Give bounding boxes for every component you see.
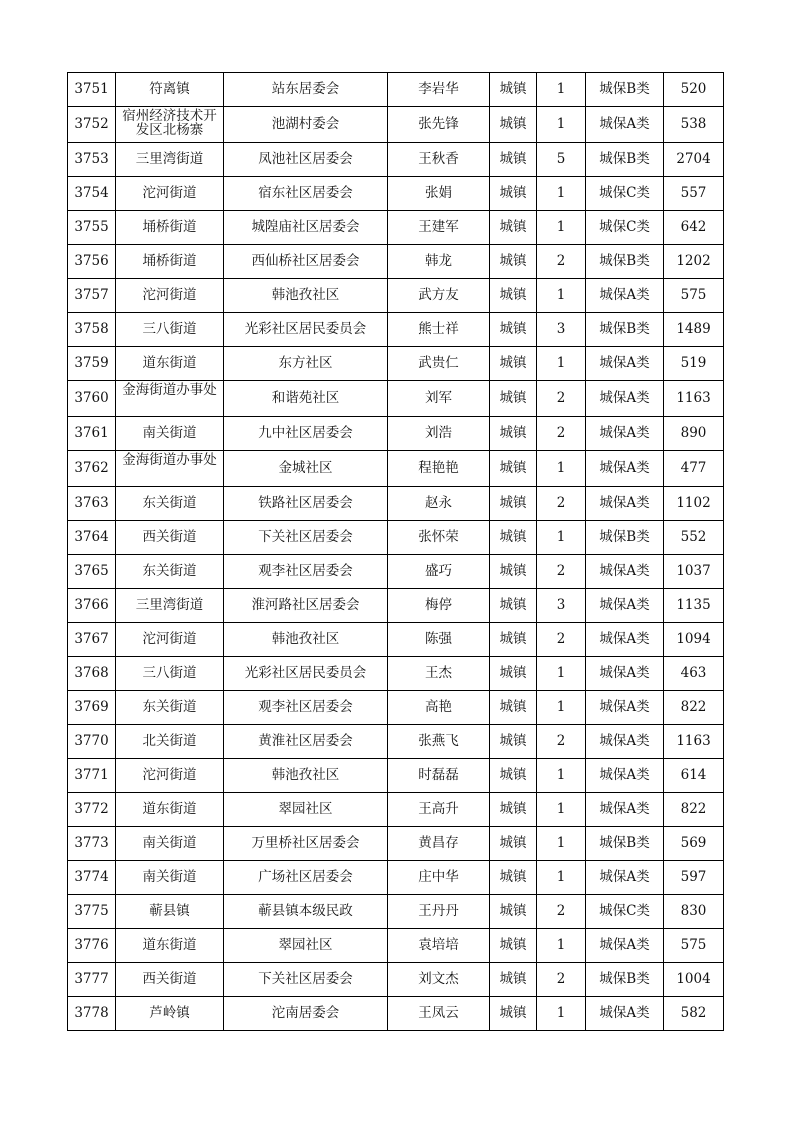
community-cell: 淮河路社区居委会	[224, 589, 388, 623]
category-cell: 城保A类	[586, 725, 664, 759]
community-cell: 光彩社区居民委员会	[224, 313, 388, 347]
serial-cell: 3751	[68, 73, 116, 107]
household-size-cell: 1	[537, 177, 586, 211]
household-size-cell: 2	[537, 417, 586, 451]
name-cell: 黄昌存	[388, 827, 490, 861]
area-type-cell: 城镇	[490, 827, 537, 861]
street-cell: 三里湾街道	[116, 589, 224, 623]
table-row	[68, 691, 724, 725]
community-cell: 广场社区居委会	[224, 861, 388, 895]
amount-cell: 1102	[664, 487, 724, 521]
street-cell: 南关街道	[116, 827, 224, 861]
table-row	[68, 963, 724, 997]
community-cell: 万里桥社区居委会	[224, 827, 388, 861]
street-cell: 沱河街道	[116, 279, 224, 313]
street-cell: 三八街道	[116, 657, 224, 691]
name-cell: 武贵仁	[388, 347, 490, 381]
name-cell: 王杰	[388, 657, 490, 691]
amount-cell: 830	[664, 895, 724, 929]
amount-cell: 614	[664, 759, 724, 793]
amount-cell: 569	[664, 827, 724, 861]
community-cell: 和谐苑社区	[224, 381, 388, 417]
name-cell: 程艳艳	[388, 451, 490, 487]
name-cell: 梅停	[388, 589, 490, 623]
household-size-cell: 2	[537, 381, 586, 417]
area-type-cell: 城镇	[490, 107, 537, 143]
serial-cell: 3760	[68, 381, 116, 417]
name-cell: 张娟	[388, 177, 490, 211]
serial-cell: 3776	[68, 929, 116, 963]
street-cell: 道东街道	[116, 347, 224, 381]
community-cell: 沱南居委会	[224, 997, 388, 1031]
serial-cell: 3772	[68, 793, 116, 827]
household-size-cell: 2	[537, 555, 586, 589]
category-cell: 城保B类	[586, 827, 664, 861]
serial-cell: 3752	[68, 107, 116, 143]
community-cell: 韩池孜社区	[224, 279, 388, 313]
category-cell: 城保A类	[586, 861, 664, 895]
table-row	[68, 895, 724, 929]
table-row	[68, 521, 724, 555]
table-row	[68, 589, 724, 623]
amount-cell: 552	[664, 521, 724, 555]
table-row	[68, 417, 724, 451]
name-cell: 韩龙	[388, 245, 490, 279]
area-type-cell: 城镇	[490, 177, 537, 211]
community-cell: 池湖村委会	[224, 107, 388, 143]
name-cell: 时磊磊	[388, 759, 490, 793]
category-cell: 城保B类	[586, 313, 664, 347]
category-cell: 城保B类	[586, 963, 664, 997]
table-row	[68, 177, 724, 211]
name-cell: 王建军	[388, 211, 490, 245]
serial-cell: 3769	[68, 691, 116, 725]
table-row	[68, 623, 724, 657]
community-cell: 韩池孜社区	[224, 759, 388, 793]
area-type-cell: 城镇	[490, 589, 537, 623]
category-cell: 城保A类	[586, 107, 664, 143]
area-type-cell: 城镇	[490, 963, 537, 997]
serial-cell: 3766	[68, 589, 116, 623]
household-size-cell: 3	[537, 313, 586, 347]
community-cell: 九中社区居委会	[224, 417, 388, 451]
table-row	[68, 143, 724, 177]
household-size-cell: 2	[537, 487, 586, 521]
category-cell: 城保A类	[586, 691, 664, 725]
category-cell: 城保B类	[586, 73, 664, 107]
household-size-cell: 1	[537, 793, 586, 827]
community-cell: 韩池孜社区	[224, 623, 388, 657]
serial-cell: 3756	[68, 245, 116, 279]
area-type-cell: 城镇	[490, 487, 537, 521]
area-type-cell: 城镇	[490, 793, 537, 827]
community-cell: 翠园社区	[224, 929, 388, 963]
serial-cell: 3757	[68, 279, 116, 313]
name-cell: 赵永	[388, 487, 490, 521]
community-cell: 宿东社区居委会	[224, 177, 388, 211]
community-cell: 凤池社区居委会	[224, 143, 388, 177]
amount-cell: 597	[664, 861, 724, 895]
serial-cell: 3767	[68, 623, 116, 657]
name-cell: 王凤云	[388, 997, 490, 1031]
table-row	[68, 107, 724, 143]
area-type-cell: 城镇	[490, 143, 537, 177]
amount-cell: 1163	[664, 381, 724, 417]
amount-cell: 1037	[664, 555, 724, 589]
amount-cell: 538	[664, 107, 724, 143]
street-cell: 三里湾街道	[116, 143, 224, 177]
name-cell: 刘军	[388, 381, 490, 417]
community-cell: 黄淮社区居委会	[224, 725, 388, 759]
table-row	[68, 657, 724, 691]
serial-cell: 3765	[68, 555, 116, 589]
area-type-cell: 城镇	[490, 929, 537, 963]
category-cell: 城保A类	[586, 997, 664, 1031]
amount-cell: 642	[664, 211, 724, 245]
amount-cell: 557	[664, 177, 724, 211]
table-row	[68, 861, 724, 895]
serial-cell: 3759	[68, 347, 116, 381]
street-cell: 沱河街道	[116, 177, 224, 211]
name-cell: 高艳	[388, 691, 490, 725]
serial-cell: 3764	[68, 521, 116, 555]
category-cell: 城保A类	[586, 793, 664, 827]
amount-cell: 1094	[664, 623, 724, 657]
serial-cell: 3761	[68, 417, 116, 451]
category-cell: 城保A类	[586, 555, 664, 589]
amount-cell: 1489	[664, 313, 724, 347]
community-cell: 站东居委会	[224, 73, 388, 107]
name-cell: 武方友	[388, 279, 490, 313]
area-type-cell: 城镇	[490, 313, 537, 347]
serial-cell: 3758	[68, 313, 116, 347]
name-cell: 王秋香	[388, 143, 490, 177]
household-size-cell: 3	[537, 589, 586, 623]
household-size-cell: 2	[537, 725, 586, 759]
area-type-cell: 城镇	[490, 245, 537, 279]
community-cell: 下关社区居委会	[224, 521, 388, 555]
area-type-cell: 城镇	[490, 759, 537, 793]
category-cell: 城保A类	[586, 759, 664, 793]
serial-cell: 3768	[68, 657, 116, 691]
household-size-cell: 1	[537, 347, 586, 381]
street-cell: 南关街道	[116, 861, 224, 895]
table-row	[68, 929, 724, 963]
serial-cell: 3762	[68, 451, 116, 487]
table-row	[68, 451, 724, 487]
amount-cell: 463	[664, 657, 724, 691]
amount-cell: 822	[664, 793, 724, 827]
community-cell: 东方社区	[224, 347, 388, 381]
serial-cell: 3754	[68, 177, 116, 211]
name-cell: 李岩华	[388, 73, 490, 107]
community-cell: 翠园社区	[224, 793, 388, 827]
name-cell: 张燕飞	[388, 725, 490, 759]
amount-cell: 519	[664, 347, 724, 381]
community-cell: 观李社区居委会	[224, 555, 388, 589]
category-cell: 城保A类	[586, 929, 664, 963]
serial-cell: 3771	[68, 759, 116, 793]
table-row	[68, 759, 724, 793]
household-size-cell: 1	[537, 827, 586, 861]
category-cell: 城保C类	[586, 211, 664, 245]
category-cell: 城保A类	[586, 417, 664, 451]
household-size-cell: 1	[537, 107, 586, 143]
area-type-cell: 城镇	[490, 555, 537, 589]
table-row	[68, 279, 724, 313]
street-cell: 金海街道办事处	[116, 451, 224, 487]
table-row	[68, 211, 724, 245]
table-row	[68, 555, 724, 589]
area-type-cell: 城镇	[490, 725, 537, 759]
street-cell: 金海街道办事处	[116, 381, 224, 417]
area-type-cell: 城镇	[490, 895, 537, 929]
table-row	[68, 997, 724, 1031]
household-size-cell: 1	[537, 997, 586, 1031]
area-type-cell: 城镇	[490, 521, 537, 555]
name-cell: 王丹丹	[388, 895, 490, 929]
street-cell: 宿州经济技术开发区北杨寨	[116, 107, 224, 143]
table-row	[68, 725, 724, 759]
household-size-cell: 2	[537, 245, 586, 279]
household-size-cell: 2	[537, 895, 586, 929]
area-type-cell: 城镇	[490, 451, 537, 487]
name-cell: 王高升	[388, 793, 490, 827]
table-row	[68, 487, 724, 521]
area-type-cell: 城镇	[490, 861, 537, 895]
name-cell: 盛巧	[388, 555, 490, 589]
area-type-cell: 城镇	[490, 279, 537, 313]
amount-cell: 2704	[664, 143, 724, 177]
street-cell: 埇桥街道	[116, 245, 224, 279]
street-cell: 西关街道	[116, 963, 224, 997]
household-size-cell: 1	[537, 279, 586, 313]
area-type-cell: 城镇	[490, 657, 537, 691]
amount-cell: 890	[664, 417, 724, 451]
serial-cell: 3774	[68, 861, 116, 895]
table-row	[68, 793, 724, 827]
name-cell: 熊士祥	[388, 313, 490, 347]
street-cell: 蕲县镇	[116, 895, 224, 929]
serial-cell: 3775	[68, 895, 116, 929]
name-cell: 张怀荣	[388, 521, 490, 555]
roster-body	[68, 73, 724, 1031]
amount-cell: 1163	[664, 725, 724, 759]
street-cell: 东关街道	[116, 691, 224, 725]
category-cell: 城保A类	[586, 347, 664, 381]
street-cell: 符离镇	[116, 73, 224, 107]
roster-table	[67, 72, 724, 1031]
street-cell: 东关街道	[116, 487, 224, 521]
serial-cell: 3777	[68, 963, 116, 997]
household-size-cell: 5	[537, 143, 586, 177]
street-cell: 西关街道	[116, 521, 224, 555]
table-row	[68, 245, 724, 279]
area-type-cell: 城镇	[490, 623, 537, 657]
serial-cell: 3753	[68, 143, 116, 177]
street-cell: 沱河街道	[116, 623, 224, 657]
category-cell: 城保B类	[586, 521, 664, 555]
category-cell: 城保A类	[586, 589, 664, 623]
name-cell: 袁培培	[388, 929, 490, 963]
table-row	[68, 313, 724, 347]
amount-cell: 1202	[664, 245, 724, 279]
community-cell: 蕲县镇本级民政	[224, 895, 388, 929]
category-cell: 城保A类	[586, 279, 664, 313]
amount-cell: 822	[664, 691, 724, 725]
name-cell: 刘文杰	[388, 963, 490, 997]
area-type-cell: 城镇	[490, 73, 537, 107]
category-cell: 城保B类	[586, 245, 664, 279]
category-cell: 城保A类	[586, 381, 664, 417]
household-size-cell: 1	[537, 759, 586, 793]
area-type-cell: 城镇	[490, 381, 537, 417]
serial-cell: 3778	[68, 997, 116, 1031]
street-cell: 南关街道	[116, 417, 224, 451]
community-cell: 观李社区居委会	[224, 691, 388, 725]
household-size-cell: 1	[537, 929, 586, 963]
table-row	[68, 73, 724, 107]
street-cell: 芦岭镇	[116, 997, 224, 1031]
category-cell: 城保A类	[586, 657, 664, 691]
amount-cell: 1004	[664, 963, 724, 997]
amount-cell: 1135	[664, 589, 724, 623]
community-cell: 西仙桥社区居委会	[224, 245, 388, 279]
name-cell: 刘浩	[388, 417, 490, 451]
household-size-cell: 1	[537, 861, 586, 895]
household-size-cell: 1	[537, 691, 586, 725]
name-cell: 庄中华	[388, 861, 490, 895]
street-cell: 埇桥街道	[116, 211, 224, 245]
amount-cell: 520	[664, 73, 724, 107]
category-cell: 城保C类	[586, 895, 664, 929]
community-cell: 金城社区	[224, 451, 388, 487]
category-cell: 城保A类	[586, 623, 664, 657]
household-size-cell: 1	[537, 73, 586, 107]
street-cell: 沱河街道	[116, 759, 224, 793]
street-cell: 道东街道	[116, 929, 224, 963]
serial-cell: 3755	[68, 211, 116, 245]
category-cell: 城保B类	[586, 143, 664, 177]
category-cell: 城保A类	[586, 451, 664, 487]
area-type-cell: 城镇	[490, 417, 537, 451]
table-row	[68, 381, 724, 417]
area-type-cell: 城镇	[490, 347, 537, 381]
community-cell: 光彩社区居民委员会	[224, 657, 388, 691]
serial-cell: 3763	[68, 487, 116, 521]
household-size-cell: 1	[537, 657, 586, 691]
household-size-cell: 2	[537, 963, 586, 997]
amount-cell: 477	[664, 451, 724, 487]
household-size-cell: 1	[537, 211, 586, 245]
amount-cell: 582	[664, 997, 724, 1031]
category-cell: 城保C类	[586, 177, 664, 211]
household-size-cell: 1	[537, 521, 586, 555]
street-cell: 北关街道	[116, 725, 224, 759]
name-cell: 陈强	[388, 623, 490, 657]
serial-cell: 3770	[68, 725, 116, 759]
area-type-cell: 城镇	[490, 211, 537, 245]
community-cell: 铁路社区居委会	[224, 487, 388, 521]
name-cell: 张先锋	[388, 107, 490, 143]
category-cell: 城保A类	[586, 487, 664, 521]
area-type-cell: 城镇	[490, 997, 537, 1031]
street-cell: 道东街道	[116, 793, 224, 827]
area-type-cell: 城镇	[490, 691, 537, 725]
roster-sheet	[67, 72, 723, 1031]
street-cell: 东关街道	[116, 555, 224, 589]
amount-cell: 575	[664, 929, 724, 963]
street-cell: 三八街道	[116, 313, 224, 347]
serial-cell: 3773	[68, 827, 116, 861]
community-cell: 下关社区居委会	[224, 963, 388, 997]
household-size-cell: 1	[537, 451, 586, 487]
table-row	[68, 347, 724, 381]
amount-cell: 575	[664, 279, 724, 313]
household-size-cell: 2	[537, 623, 586, 657]
community-cell: 城隍庙社区居委会	[224, 211, 388, 245]
table-row	[68, 827, 724, 861]
